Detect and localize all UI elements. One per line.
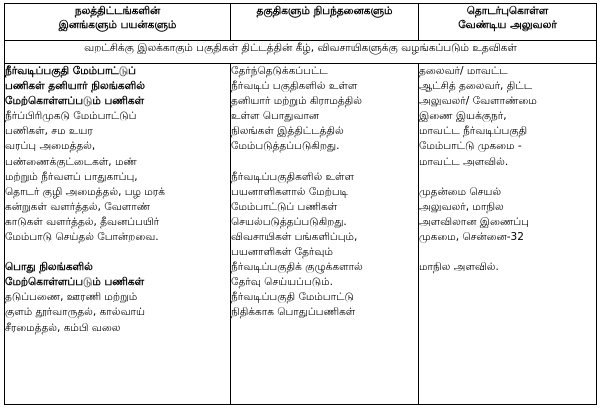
text-line: செயல்படுத்தப்படுகிறது. — [231, 215, 347, 228]
text-line: மேம்பாட்டுப் பணிகள் — [231, 200, 338, 213]
common-land-works — [5, 290, 230, 335]
header-line: தகுதிகளும் நிபந்தனைகளும் — [256, 5, 393, 17]
header-eligibility — [231, 4, 419, 41]
benefits-cell — [5, 64, 231, 405]
text-line: மேம்படுத்தப்படுகிறது. — [231, 140, 340, 153]
text-line: தனியார் மற்றும் கிராமத்தில் — [231, 95, 362, 108]
text-line: கன்றுகள் வளர்த்தல், வேளாண் — [5, 200, 151, 213]
text-line: பயனாளிகள் தேர்வும் — [231, 246, 333, 259]
text-line: அலுவலர்/ வேளாண்மை — [419, 95, 537, 108]
header-contact-officer — [419, 4, 597, 41]
text-line: பணிகள், சம உயர — [5, 125, 93, 138]
header-row — [5, 4, 597, 41]
text-line: மாவட்ட அளவில். — [419, 155, 509, 168]
text-line: நீர்ப்பிரிமுகடு மேம்பாட்டுப் — [5, 110, 137, 123]
common-land-heading — [5, 260, 230, 290]
spacer — [419, 170, 596, 185]
text-line: மேம்பாடு செய்தல் போன்றவை. — [5, 231, 159, 244]
text-line: முதன்மை செயல் — [419, 185, 502, 198]
text-line: பண்ணைக்குட்டைகள், மண் — [5, 155, 137, 168]
text-line: ஆட்சித் தலைவர், திட்ட — [419, 80, 533, 93]
text-line: மாநில அளவில். — [419, 261, 499, 274]
header-benefits — [5, 4, 231, 41]
text-line: நிதிக்காக பொதுப்பணிகள் — [231, 306, 356, 319]
eligibility-para-2 — [231, 170, 418, 321]
text-line: முகமை, சென்னை-32 — [419, 230, 524, 243]
text-line: நீர்வடிப்பகுதிக் குழுக்களால் — [231, 261, 363, 274]
text-line: வரப்பு அமைத்தல், — [5, 140, 96, 153]
text-line: தொடர் குழி அமைத்தல், பழ மரக் — [5, 185, 165, 198]
text-line: நீர்வடிப்பகுதிகளில் உள்ள — [231, 170, 354, 183]
eligibility-para-1 — [231, 64, 418, 155]
text-line: தேர்வு செய்யப்படும். — [231, 276, 333, 289]
text-line: மற்றும் நீர்வளப் பாதுகாப்பு, — [5, 170, 138, 183]
contact-state-agency — [419, 185, 596, 245]
text-line: நிலங்கள் இத்திட்டத்தில் — [231, 125, 344, 138]
text-line: காடுகள் வளர்த்தல், தீவனப்பயிர் — [5, 215, 160, 228]
text-line: அளவிலான இணைப்பு — [419, 215, 529, 228]
scheme-table — [4, 3, 597, 405]
text-line: பொது நிலங்களில் — [5, 261, 93, 274]
text-line: அலுவலர், மாநில — [419, 200, 504, 213]
text-line: இணை இயக்குநர், — [419, 110, 507, 123]
text-line: உள்ள பொதுவான — [231, 110, 320, 123]
content-row — [5, 64, 597, 405]
text-line: நீர்வடிப்பகுதி மேம்பாட்டு — [231, 291, 354, 304]
private-land-works — [5, 109, 230, 245]
private-land-heading — [5, 64, 230, 109]
contact-officer-cell — [419, 64, 597, 405]
text-line: பயனாளிகளால் மேற்படி — [231, 185, 349, 198]
text-line: சீரமைத்தல், கம்பி வலை — [5, 321, 121, 334]
header-line: வேண்டிய அலுவலர் — [458, 19, 557, 31]
text-line: தேர்ந்தெடுக்கப்பட்ட — [231, 65, 328, 77]
text-line: குளம் தூர்வாருதல், கால்வாய் — [5, 306, 146, 319]
text-line: பணிகள் தனியார் நிலங்களில் — [5, 80, 145, 93]
scheme-title-row — [5, 41, 597, 64]
text-line: மேம்பாட்டு முகமை - — [419, 140, 522, 153]
header-line: இனங்களும் பயன்களும் — [58, 19, 177, 31]
text-line: நீர்வடிப்பகுதி மேம்பாட்டுப் — [5, 65, 136, 77]
text-line: நீர்வடிப் பகுதிகளில் உள்ள — [231, 80, 358, 93]
eligibility-cell — [231, 64, 419, 405]
spacer — [419, 245, 596, 260]
header-line: தொடர்புகொள்ள — [466, 5, 549, 17]
text-line: மேற்கொள்ளப்படும் பணிகள் — [5, 95, 145, 108]
scheme-title: வறட்சிக்கு இலக்காகும் பகுதிகள் திட்டத்தின் கீழ், விவசாயிகளுக்கு வழங்கப்படும் உதவிகள் — [5, 41, 597, 64]
text-line: தடுப்பணை, ஊரணி மற்றும் — [5, 291, 138, 304]
spacer — [231, 155, 418, 170]
header-line: நலத்திட்டங்களின் — [74, 5, 161, 17]
text-line: மேற்கொள்ளப்படும் பணிகள் — [5, 276, 145, 289]
text-line: விவசாயிகள் பங்களிப்பும், — [231, 230, 358, 243]
contact-district — [419, 64, 596, 170]
text-line: மாவட்ட நீர்வடிப்பகுதி — [419, 125, 528, 138]
contact-state-level — [419, 260, 596, 275]
text-line: தலைவர்/ மாவட்ட — [419, 65, 508, 77]
spacer — [5, 245, 230, 260]
